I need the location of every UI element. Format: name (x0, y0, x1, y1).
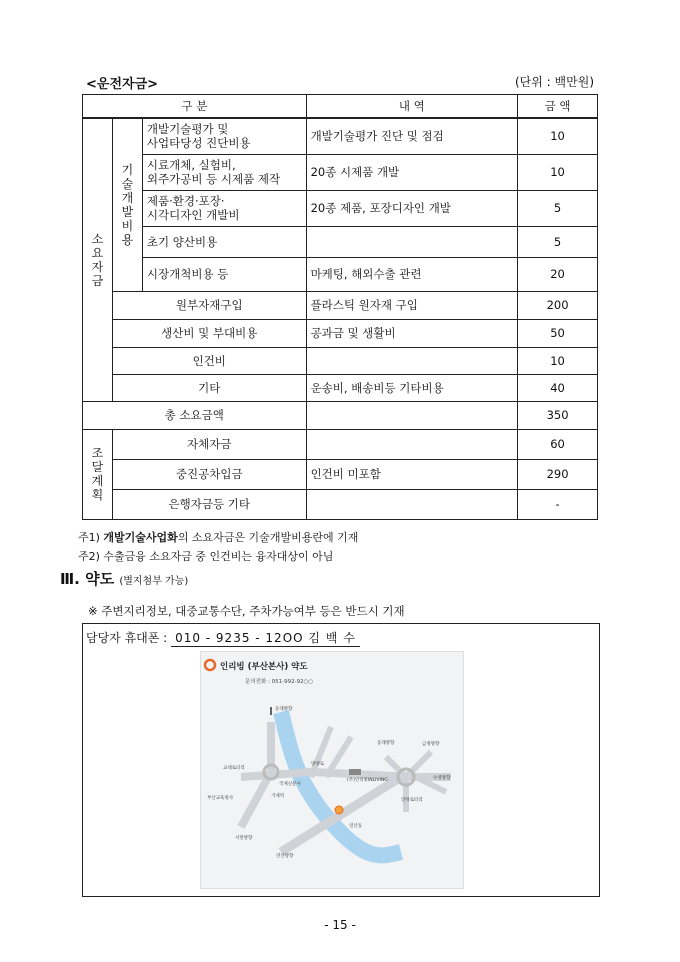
row-detail (306, 429, 518, 459)
vertical-char: 금 (91, 273, 104, 288)
header-detail: 내 역 (306, 95, 518, 119)
total-detail (306, 401, 518, 429)
row-amount: 290 (518, 459, 598, 489)
map-drawing (201, 652, 463, 888)
group-soyo-label (83, 118, 113, 401)
row-item: 기타 (112, 374, 306, 401)
contact-line (86, 629, 360, 647)
instruction-bullet: ※ 주변지리정보, 대중교통수단, 주차가능여부 등은 반드시 기재 (88, 604, 405, 618)
table-row (83, 154, 598, 190)
map-label: 연산방향 (276, 854, 294, 859)
row-amount: 60 (518, 429, 598, 459)
vertical-char: 달 (91, 460, 104, 474)
table-row (83, 291, 598, 319)
note-1-bold: 개발기술사업화 (103, 531, 178, 544)
map-label: 동래방향 (377, 741, 395, 746)
vertical-char: 요 (91, 245, 104, 260)
map-label: 안락로터리 (401, 798, 423, 803)
group-jodal-label (83, 429, 113, 519)
row-amount: 10 (518, 154, 598, 190)
vertical-char: 기 (121, 162, 134, 177)
map-title: 인리빙 (부산본사) 약도 (220, 662, 308, 672)
row-amount: 20 (518, 257, 598, 291)
row-detail: 공과금 및 생활비 (306, 319, 518, 347)
row-amount: 40 (518, 374, 598, 401)
table-row (83, 489, 598, 519)
note-1-prefix: 주1) (78, 531, 104, 544)
table-header-row (83, 95, 598, 119)
row-item: 초기 양산비용 (142, 226, 306, 257)
map-phone: 문의전화 : 051-992-92○○ (245, 679, 314, 685)
vertical-char: 비 (121, 218, 134, 233)
row-amount: 50 (518, 319, 598, 347)
row-detail: 마케팅, 해외수출 관련 (306, 257, 518, 291)
table-title: <운전자금> (86, 77, 159, 92)
row-detail: 개발기술평가 진단 및 점검 (306, 118, 518, 154)
map-label: 국제신문사 (279, 782, 301, 787)
vertical-char: 자 (91, 259, 104, 274)
row-item: 제품·환경·포장· 시각디자인 개발비 (142, 190, 306, 226)
map-label: 수영방향 (433, 776, 451, 781)
map-label: 부산교육청사 (207, 796, 234, 801)
row-detail: 플라스틱 원자재 구입 (306, 291, 518, 319)
row-detail: 20종 제품, 포장디자인 개발 (306, 190, 518, 226)
map-label: 교대로터리 (223, 766, 245, 771)
table-row (83, 257, 598, 291)
row-item: 시장개척비용 등 (142, 257, 306, 291)
map-label: 거제역 (271, 794, 285, 799)
map-label: 동래방향 (275, 707, 293, 712)
table-row (83, 319, 598, 347)
row-detail: 운송비, 배송비등 기타비용 (306, 374, 518, 401)
row-item: 자체자금 (112, 429, 306, 459)
row-amount: 5 (518, 190, 598, 226)
map-label: (주)인리빙INLIVING (347, 778, 388, 783)
total-label: 총 소요금액 (83, 401, 307, 429)
location-map (200, 651, 464, 889)
table-row (83, 226, 598, 257)
row-amount: 5 (518, 226, 598, 257)
group-gisul-label (112, 118, 142, 291)
note-2: 주2) 수출금융 소요자금 중 인건비는 융자대상이 아님 (78, 550, 334, 563)
section-title (60, 568, 188, 589)
table-row (83, 374, 598, 401)
table-row (83, 429, 598, 459)
row-item: 생산비 및 부대비용 (112, 319, 306, 347)
row-detail (306, 489, 518, 519)
map-label: 연산동 (349, 824, 363, 829)
building (349, 769, 361, 775)
map-label: 금정방향 (422, 742, 440, 747)
table-row (83, 118, 598, 154)
row-item: 개발기술평가 및 사업타당성 진단비용 (142, 118, 306, 154)
row-amount: 10 (518, 118, 598, 154)
row-detail (306, 226, 518, 257)
location-pin-icon (335, 806, 343, 814)
vertical-char: 획 (91, 488, 104, 502)
header-amount: 금 액 (518, 95, 598, 119)
total-row (83, 401, 598, 429)
unit-label: (단위 : 백만원) (515, 75, 594, 89)
header-category: 구 분 (83, 95, 307, 119)
note-1-rest: 의 소요자금은 기술개발비용란에 기재 (177, 531, 359, 544)
table-row (83, 190, 598, 226)
page-number: - 15 - (324, 918, 356, 932)
vertical-char: 용 (121, 232, 134, 247)
row-item: 시료개체, 실험비, 외주가공비 등 시제품 제작 (142, 154, 306, 190)
row-detail: 인건비 미포함 (306, 459, 518, 489)
row-amount: - (518, 489, 598, 519)
map-label: 서면방향 (235, 836, 253, 841)
row-item: 원부자재구입 (112, 291, 306, 319)
vertical-char: 소 (91, 231, 104, 246)
row-detail: 20종 시제품 개발 (306, 154, 518, 190)
row-amount: 10 (518, 347, 598, 374)
table-row (83, 459, 598, 489)
section-heading: Ⅲ. 약도 (60, 570, 115, 588)
table-row (83, 347, 598, 374)
brand-logo-icon (205, 660, 215, 670)
section-subtitle: (별지첨부 가능) (119, 576, 189, 587)
row-item: 중진공차입금 (112, 459, 306, 489)
row-amount: 200 (518, 291, 598, 319)
vertical-char: 개 (121, 190, 134, 205)
note-1 (78, 529, 358, 545)
total-amount: 350 (518, 401, 598, 429)
row-item: 인건비 (112, 347, 306, 374)
row-detail (306, 347, 518, 374)
vertical-char: 술 (121, 176, 134, 191)
road (311, 727, 351, 777)
contact-label: 담당자 휴대폰 : (86, 631, 168, 645)
map-label: 망양로 (311, 762, 325, 767)
contact-value: 010 - 9235 - 12OO 김 백 수 (171, 629, 360, 647)
vertical-char: 계 (91, 474, 104, 488)
row-item: 은행자금등 기타 (112, 489, 306, 519)
vertical-char: 발 (121, 204, 134, 219)
fund-table (82, 94, 598, 520)
vertical-char: 조 (91, 446, 104, 460)
